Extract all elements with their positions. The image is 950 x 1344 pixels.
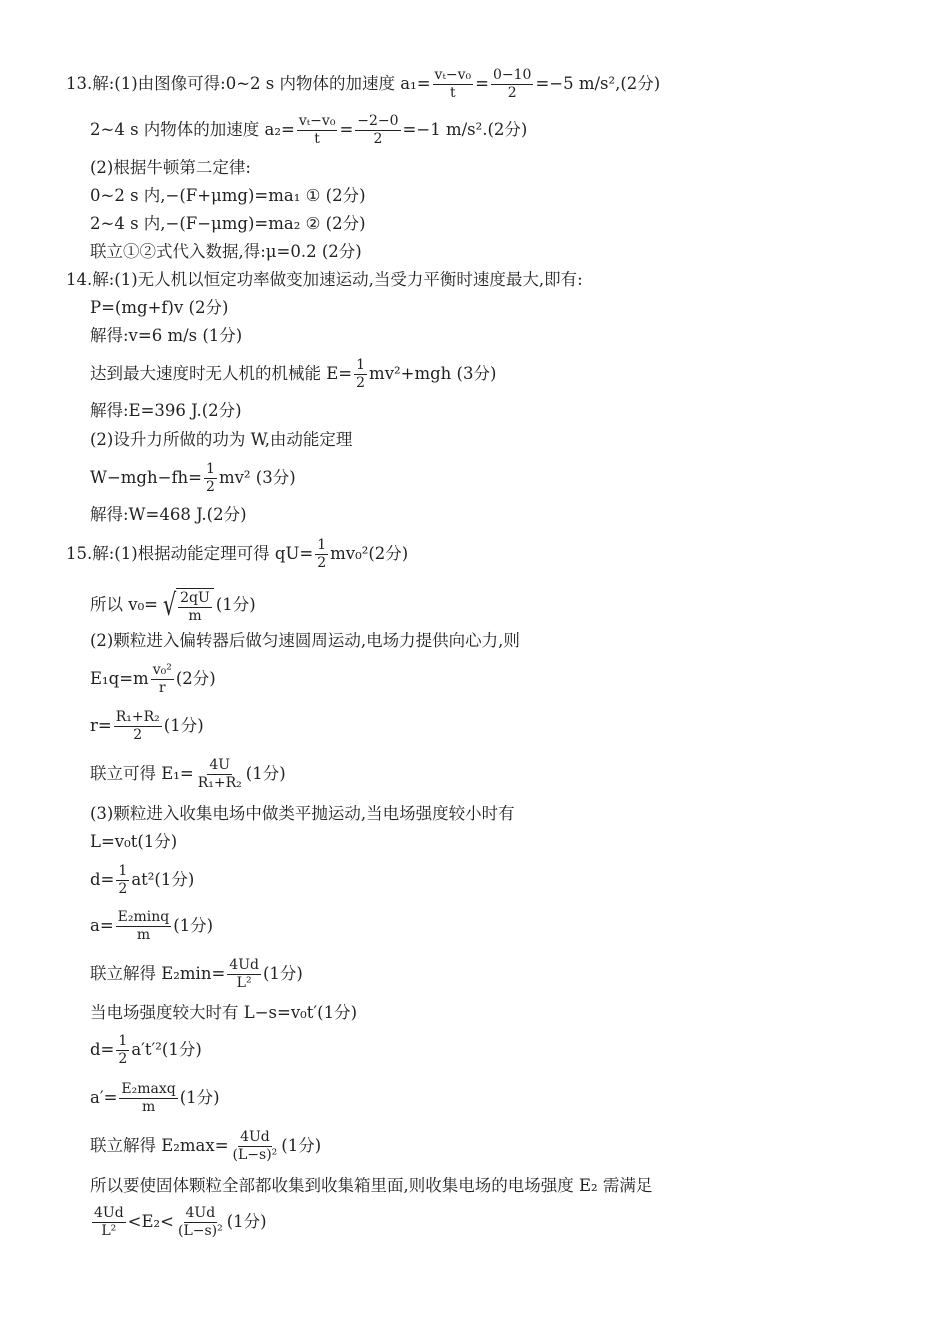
q15-line-4 (90, 663, 216, 695)
q15-text: (1分) (245, 763, 286, 783)
denominator: r (158, 679, 166, 696)
denominator: 2 (206, 478, 215, 495)
q15-text: (2分) (175, 668, 216, 688)
square-root (160, 588, 214, 623)
q15-text: a′t′²(1分) (131, 1039, 202, 1059)
q15-text: <E₂< (127, 1211, 174, 1231)
q13-line-4: 0~2 s 内,−(F+μmg)=ma₁ ① (2分) (90, 186, 366, 205)
numerator: 1 (317, 537, 327, 553)
denominator: (L−s)² (177, 1222, 223, 1239)
numerator: 1 (118, 1033, 128, 1049)
numerator: R₁+R₂ (115, 709, 160, 725)
fraction (116, 910, 172, 942)
q13-line-5: 2~4 s 内,−(F−μmg)=ma₂ ② (2分) (90, 214, 366, 233)
fraction (176, 1206, 225, 1238)
q14-line-4 (90, 358, 496, 390)
equals: = (475, 73, 489, 93)
q15-line-1 (66, 538, 408, 570)
q15-text: d= (90, 869, 115, 889)
q15-line-3: (2)颗粒进入偏转器后做匀速圆周运动,电场力提供向心力,则 (90, 631, 520, 650)
q15-line-12: 当电场强度较大时有 L−s=v₀t′(1分) (90, 1003, 358, 1022)
denominator: 2 (507, 84, 517, 101)
q15-text: 联立解得 E₂min= (90, 963, 226, 983)
denominator: m (136, 926, 151, 943)
q15-text: (1分) (226, 1211, 267, 1231)
q15-line-2 (90, 588, 256, 623)
numerator: 4Ud (240, 1129, 270, 1145)
fraction (116, 1034, 129, 1066)
q13-text: 13.解:(1)由图像可得:0~2 s 内物体的加速度 a₁= (66, 73, 431, 93)
denominator: 2 (133, 726, 143, 743)
q15-line-13 (90, 1034, 202, 1066)
q15-line-6 (90, 758, 286, 790)
denominator: t (314, 130, 320, 147)
q13-text: =−1 m/s².(2分) (402, 119, 528, 139)
q14-text: mv²+mgh (3分) (369, 363, 497, 383)
fraction (196, 758, 244, 790)
q14-line-5: 解得:E=396 J.(2分) (90, 401, 242, 420)
denominator: t (450, 84, 456, 101)
numerator: 0−10 (492, 67, 532, 83)
q15-line-7: (3)颗粒进入收集电场中做类平抛运动,当电场强度较小时有 (90, 804, 515, 823)
numerator: 1 (206, 461, 215, 477)
q15-text: (1分) (215, 595, 256, 615)
denominator: L² (236, 974, 252, 991)
q15-text: d= (90, 1039, 115, 1059)
q15-text: a= (90, 915, 114, 935)
numerator: E₂maxq (121, 1081, 176, 1097)
fraction (92, 1206, 126, 1238)
fraction (231, 1130, 280, 1162)
q15-text: E₁q=m (90, 668, 149, 688)
q13-line-1 (66, 68, 660, 100)
denominator: 2 (317, 554, 327, 571)
q14-line-1: 14.解:(1)无人机以恒定功率做变加速运动,当受力平衡时速度最大,即有: (66, 270, 583, 289)
radicand (176, 588, 214, 623)
q15-text: (1分) (281, 1135, 322, 1155)
q13-line-3: (2)根据牛顿第二定律: (90, 158, 251, 177)
q15-text: a′= (90, 1087, 118, 1107)
q15-line-11 (90, 958, 303, 990)
q14-line-2: P=(mg+f)v (2分) (90, 298, 229, 317)
q15-line-8: L=v₀t(1分) (90, 832, 178, 851)
q15-text: at²(1分) (131, 869, 195, 889)
equals: = (339, 119, 354, 139)
fraction (491, 68, 533, 100)
fraction (204, 462, 217, 494)
numerator: 4Ud (94, 1205, 124, 1221)
fraction (433, 68, 474, 100)
numerator: 4Ud (185, 1205, 216, 1221)
numerator: 2qU (180, 590, 210, 606)
q15-line-14 (90, 1082, 220, 1114)
q14-line-3: 解得:v=6 m/s (1分) (90, 326, 243, 345)
fraction (354, 358, 367, 390)
fraction (114, 710, 162, 742)
fraction (119, 1082, 177, 1114)
q13-line-2 (90, 114, 527, 146)
q15-text: mv₀²(2分) (330, 543, 409, 563)
q14-line-8: 解得:W=468 J.(2分) (90, 505, 247, 524)
q15-line-9 (90, 864, 194, 896)
denominator: 2 (356, 374, 366, 391)
fraction (315, 538, 328, 570)
q15-text: (1分) (173, 915, 214, 935)
q15-line-15 (90, 1130, 321, 1162)
q15-text: (1分) (179, 1087, 220, 1107)
q13-line-6: 联立①②式代入数据,得:μ=0.2 (2分) (90, 242, 362, 261)
q15-text: 所以 v₀= (90, 595, 159, 615)
denominator: 2 (118, 880, 128, 897)
fraction (355, 114, 400, 146)
denominator: 2 (118, 1050, 128, 1067)
radical-sign-icon: √ (162, 587, 177, 623)
numerator: 1 (118, 863, 128, 879)
fraction (178, 591, 212, 623)
fraction (151, 663, 174, 695)
q15-line-5 (90, 710, 204, 742)
numerator: 4U (209, 757, 231, 773)
q15-text: 联立解得 E₂max= (90, 1135, 229, 1155)
q15-line-16: 所以要使固体颗粒全部都收集到收集箱里面,则收集电场的电场强度 E₂ 需满足 (90, 1176, 653, 1195)
fraction (297, 114, 338, 146)
q15-text: (1分) (163, 715, 204, 735)
q15-text: 15.解:(1)根据动能定理可得 qU= (66, 543, 314, 563)
q13-text: 2~4 s 内物体的加速度 a₂= (90, 119, 295, 139)
q14-text: 达到最大速度时无人机的机械能 E= (90, 363, 353, 383)
q14-line-7 (90, 462, 296, 494)
numerator: vₜ−v₀ (434, 67, 472, 83)
numerator: vₜ−v₀ (298, 113, 336, 129)
q15-text: r= (90, 715, 112, 735)
denominator: R₁+R₂ (197, 774, 242, 791)
fraction (227, 958, 261, 990)
q15-line-10 (90, 910, 213, 942)
denominator: m (188, 607, 202, 624)
fraction (116, 864, 129, 896)
q13-text: =−5 m/s²,(2分) (535, 73, 661, 93)
denominator: m (141, 1098, 156, 1115)
q14-text: W−mgh−fh= (90, 467, 203, 487)
denominator: L² (101, 1222, 117, 1239)
q14-text: mv² (3分) (218, 467, 296, 487)
numerator: −2−0 (357, 113, 399, 129)
q14-line-6: (2)设升力所做的功为 W,由动能定理 (90, 430, 353, 449)
denominator: (L−s)² (232, 1146, 278, 1163)
numerator: E₂minq (117, 909, 170, 925)
numerator: v₀² (152, 662, 172, 678)
q15-text: (1分) (262, 963, 303, 983)
denominator: 2 (373, 130, 383, 147)
numerator: 1 (356, 357, 366, 373)
q15-text: 联立可得 E₁= (90, 763, 194, 783)
q15-line-17 (90, 1206, 267, 1238)
numerator: 4Ud (229, 957, 259, 973)
